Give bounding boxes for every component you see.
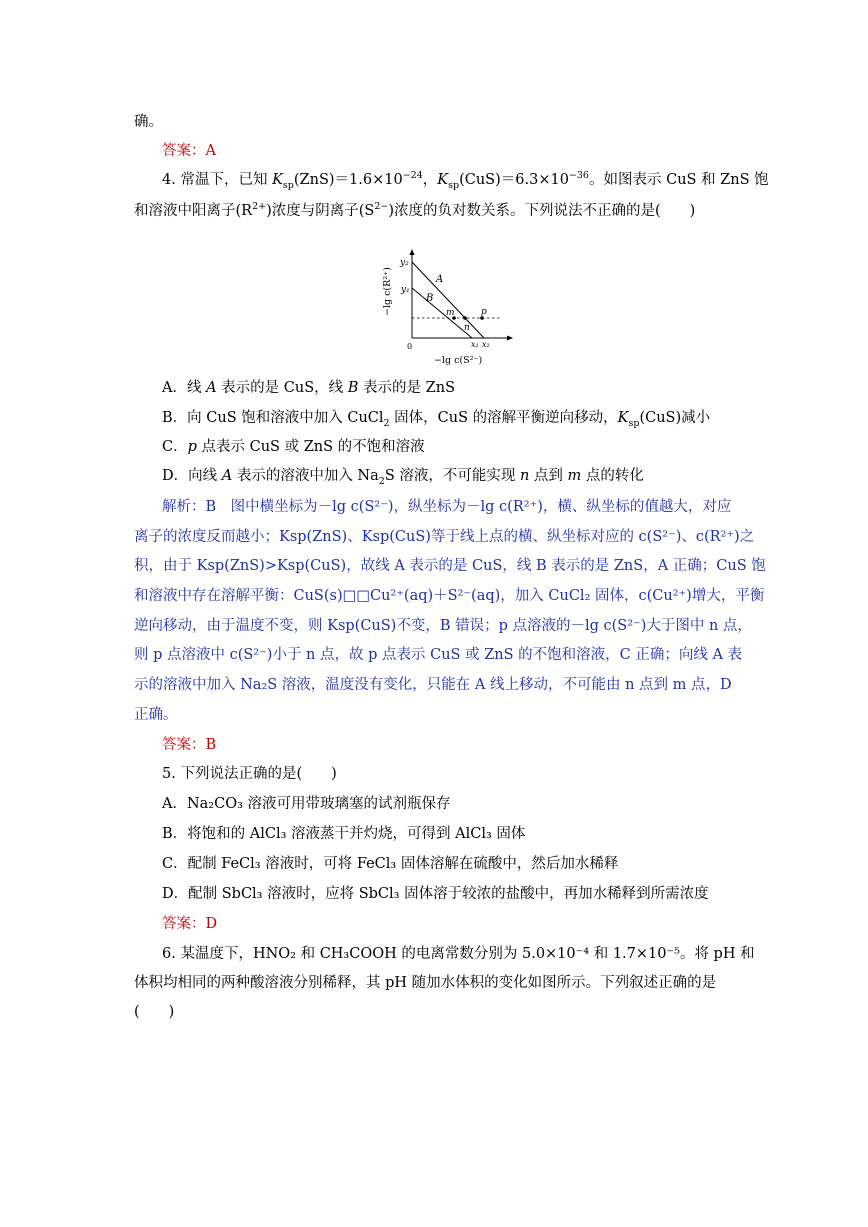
q6-stem-line-2: 体积均相同的两种酸溶液分别稀释，其 pH 随加水体积的变化如图所示。下列叙述正确的是	[134, 975, 717, 991]
q4-option-a	[162, 378, 455, 398]
label-line-a: A	[436, 274, 444, 285]
option-var: m	[567, 468, 582, 484]
q4-stem-text: )浓度与阴离子(S	[266, 203, 375, 219]
y-axis-label: −lg c(R²⁺)	[382, 267, 393, 316]
q5-answer	[162, 914, 217, 934]
label-origin: 0	[407, 342, 413, 351]
q4-stem-text: )浓度的负对数关系。下列说法不正确的是( )	[388, 203, 696, 219]
y-axis-arrow	[410, 249, 415, 255]
x-axis-label: −lg c(S²⁻)	[434, 355, 483, 366]
q5-option-c: C．配制 FeCl₃ 溶液时，可将 FeCl₃ 固体溶解在硫酸中，然后加水稀释	[162, 856, 619, 872]
option-var: A	[221, 468, 233, 484]
ksp-zns: (ZnS)＝1.6×10	[293, 172, 403, 188]
q4-option-d: D．向线 A 表示的溶液中加入 $Na_2S$ 溶液，不可能实现 n 点到 m 点的转化	[162, 468, 644, 487]
option-text: S 溶液，不可能实现	[384, 468, 520, 484]
option-text: 固体，CuS 的溶解平衡逆向移动，	[389, 410, 618, 426]
option-text: 点的转化	[581, 468, 644, 484]
option-text: 表示的是 ZnS	[358, 380, 456, 396]
line-a	[412, 262, 484, 338]
q5-stem: 5. 下列说法正确的是( )	[162, 766, 337, 782]
analysis-line: 积，由于 Ksp(ZnS)>Ksp(CuS)，故线 A 表示的是 CuS，线 B 表示的是 ZnS，A 正确；CuS 饱	[134, 558, 766, 574]
q4-stem-line-2	[134, 201, 695, 221]
point-n	[463, 316, 467, 320]
analysis-line: 正确。	[134, 707, 178, 723]
option-text: D．向线	[162, 468, 222, 484]
label-x2: x₂	[482, 340, 490, 349]
q4-stem-text: 和溶液中阳离子(R	[134, 203, 253, 219]
q4-option-b: B．向 CuS 饱和溶液中加入 CuCl$_2$ 固体，CuS 的溶解平衡逆向移动，$K_{sp}(CuS)$减小	[162, 410, 711, 429]
analysis-line: 逆向移动，由于温度不变，则 Ksp(CuS)不变，B 错误；p 点溶液的－lg c(S²⁻)大于图中 n 点，	[134, 618, 752, 634]
q4-answer	[162, 735, 216, 755]
q5-option-a: A．Na₂CO₃ 溶液可用带玻璃塞的试剂瓶保存	[162, 796, 451, 812]
x-axis-arrow	[507, 336, 513, 341]
answer-label: 答案：	[162, 737, 206, 753]
label-x1: x₁	[471, 340, 479, 349]
ksp-cus-exp: −36	[568, 170, 589, 182]
label-line-b: B	[426, 293, 434, 304]
option-var: n	[519, 468, 530, 484]
option-text: A．线	[162, 380, 207, 396]
analysis-line: 则 p 点溶液中 c(S²⁻)小于 n 点，故 p 点表示 CuS 或 ZnS 的不饱和溶液，C 正确；向线 A 表	[134, 647, 743, 663]
option-text: 表示的是 CuS，线	[216, 380, 348, 396]
charge-sup: 2−	[374, 201, 389, 213]
option-text: B．向 CuS 饱和溶液中加入 CuCl	[162, 410, 384, 426]
option-text: 表示的溶液中加入 Na	[232, 468, 379, 484]
q4-option-c	[162, 437, 425, 457]
q4-stem-text: 。如图表示 CuS 和 ZnS 饱	[588, 172, 769, 188]
q3-answer	[162, 141, 216, 161]
answer-label: 答案：	[162, 143, 206, 159]
q4-stem-text: 4. 常温下，已知	[162, 172, 273, 188]
ksp-cus: (CuS)＝6.3×10	[459, 172, 569, 188]
option-var: B	[347, 380, 359, 396]
q4-stem-line-1: 4. 常温下，已知 $K_{sp}(ZnS)=1.6\times 10^{-24}$，$K_{sp}(CuS)=6.3\times 10^{-36}$。如图表示 CuS 和 ZnS 饱	[162, 170, 769, 191]
charge-sup: 2+	[252, 201, 267, 213]
line-b	[412, 288, 472, 338]
label-y1: y₁	[401, 285, 410, 295]
answer-label: 答案：	[162, 916, 206, 932]
q6-stem-line-3: ( )	[134, 1004, 175, 1020]
option-text: 点到	[529, 468, 568, 484]
option-var: p	[187, 439, 197, 455]
label-m: m	[446, 308, 455, 318]
analysis-line: 和溶液中存在溶解平衡：CuS(s)□□Cu²⁺(aq)＋S²⁻(aq)，加入 CuCl₂ 固体，c(Cu²⁺)增大，平衡	[134, 588, 765, 604]
answer-value: D	[205, 916, 218, 932]
q5-option-b: B．将饱和的 AlCl₃ 溶液蒸干并灼烧，可得到 AlCl₃ 固体	[162, 826, 526, 842]
label-n: n	[464, 323, 470, 333]
ksp-diagram	[374, 248, 524, 372]
prev-question-tail: 确。	[134, 114, 163, 130]
analysis-line: 离子的浓度反而越小；Ksp(ZnS)、Ksp(CuS)等于线上点的横、纵坐标对应的 c(S²⁻)、c(R²⁺)之	[134, 529, 755, 545]
option-text: 点表示 CuS 或 ZnS 的不饱和溶液	[196, 439, 425, 455]
answer-value: B	[205, 737, 217, 753]
analysis-line: 解析：B 图中横坐标为－lg c(S²⁻)，纵坐标为－lg c(R²⁺)，横、纵坐标的值越大，对应	[162, 499, 732, 515]
analysis-line: 示的溶液中加入 Na₂S 溶液，温度没有变化，只能在 A 线上移动，不可能由 n 点到 m 点，D	[134, 677, 732, 693]
option-text: (CuS)减小	[639, 410, 711, 426]
answer-value: A	[205, 143, 216, 159]
option-var: A	[206, 380, 217, 396]
option-text: C．	[162, 439, 188, 455]
q5-option-d: D．配制 SbCl₃ 溶液时，应将 SbCl₃ 固体溶于较浓的盐酸中，再加水稀释到所需浓度	[162, 886, 709, 902]
q6-stem-line-1: 6. 某温度下，HNO₂ 和 CH₃COOH 的电离常数分别为 5.0×10⁻⁴ 和 1.7×10⁻⁵。将 pH 和	[162, 946, 755, 962]
label-p: p	[481, 307, 487, 317]
ksp-zns-exp: −24	[402, 170, 423, 182]
label-y2: y₂	[400, 258, 409, 268]
